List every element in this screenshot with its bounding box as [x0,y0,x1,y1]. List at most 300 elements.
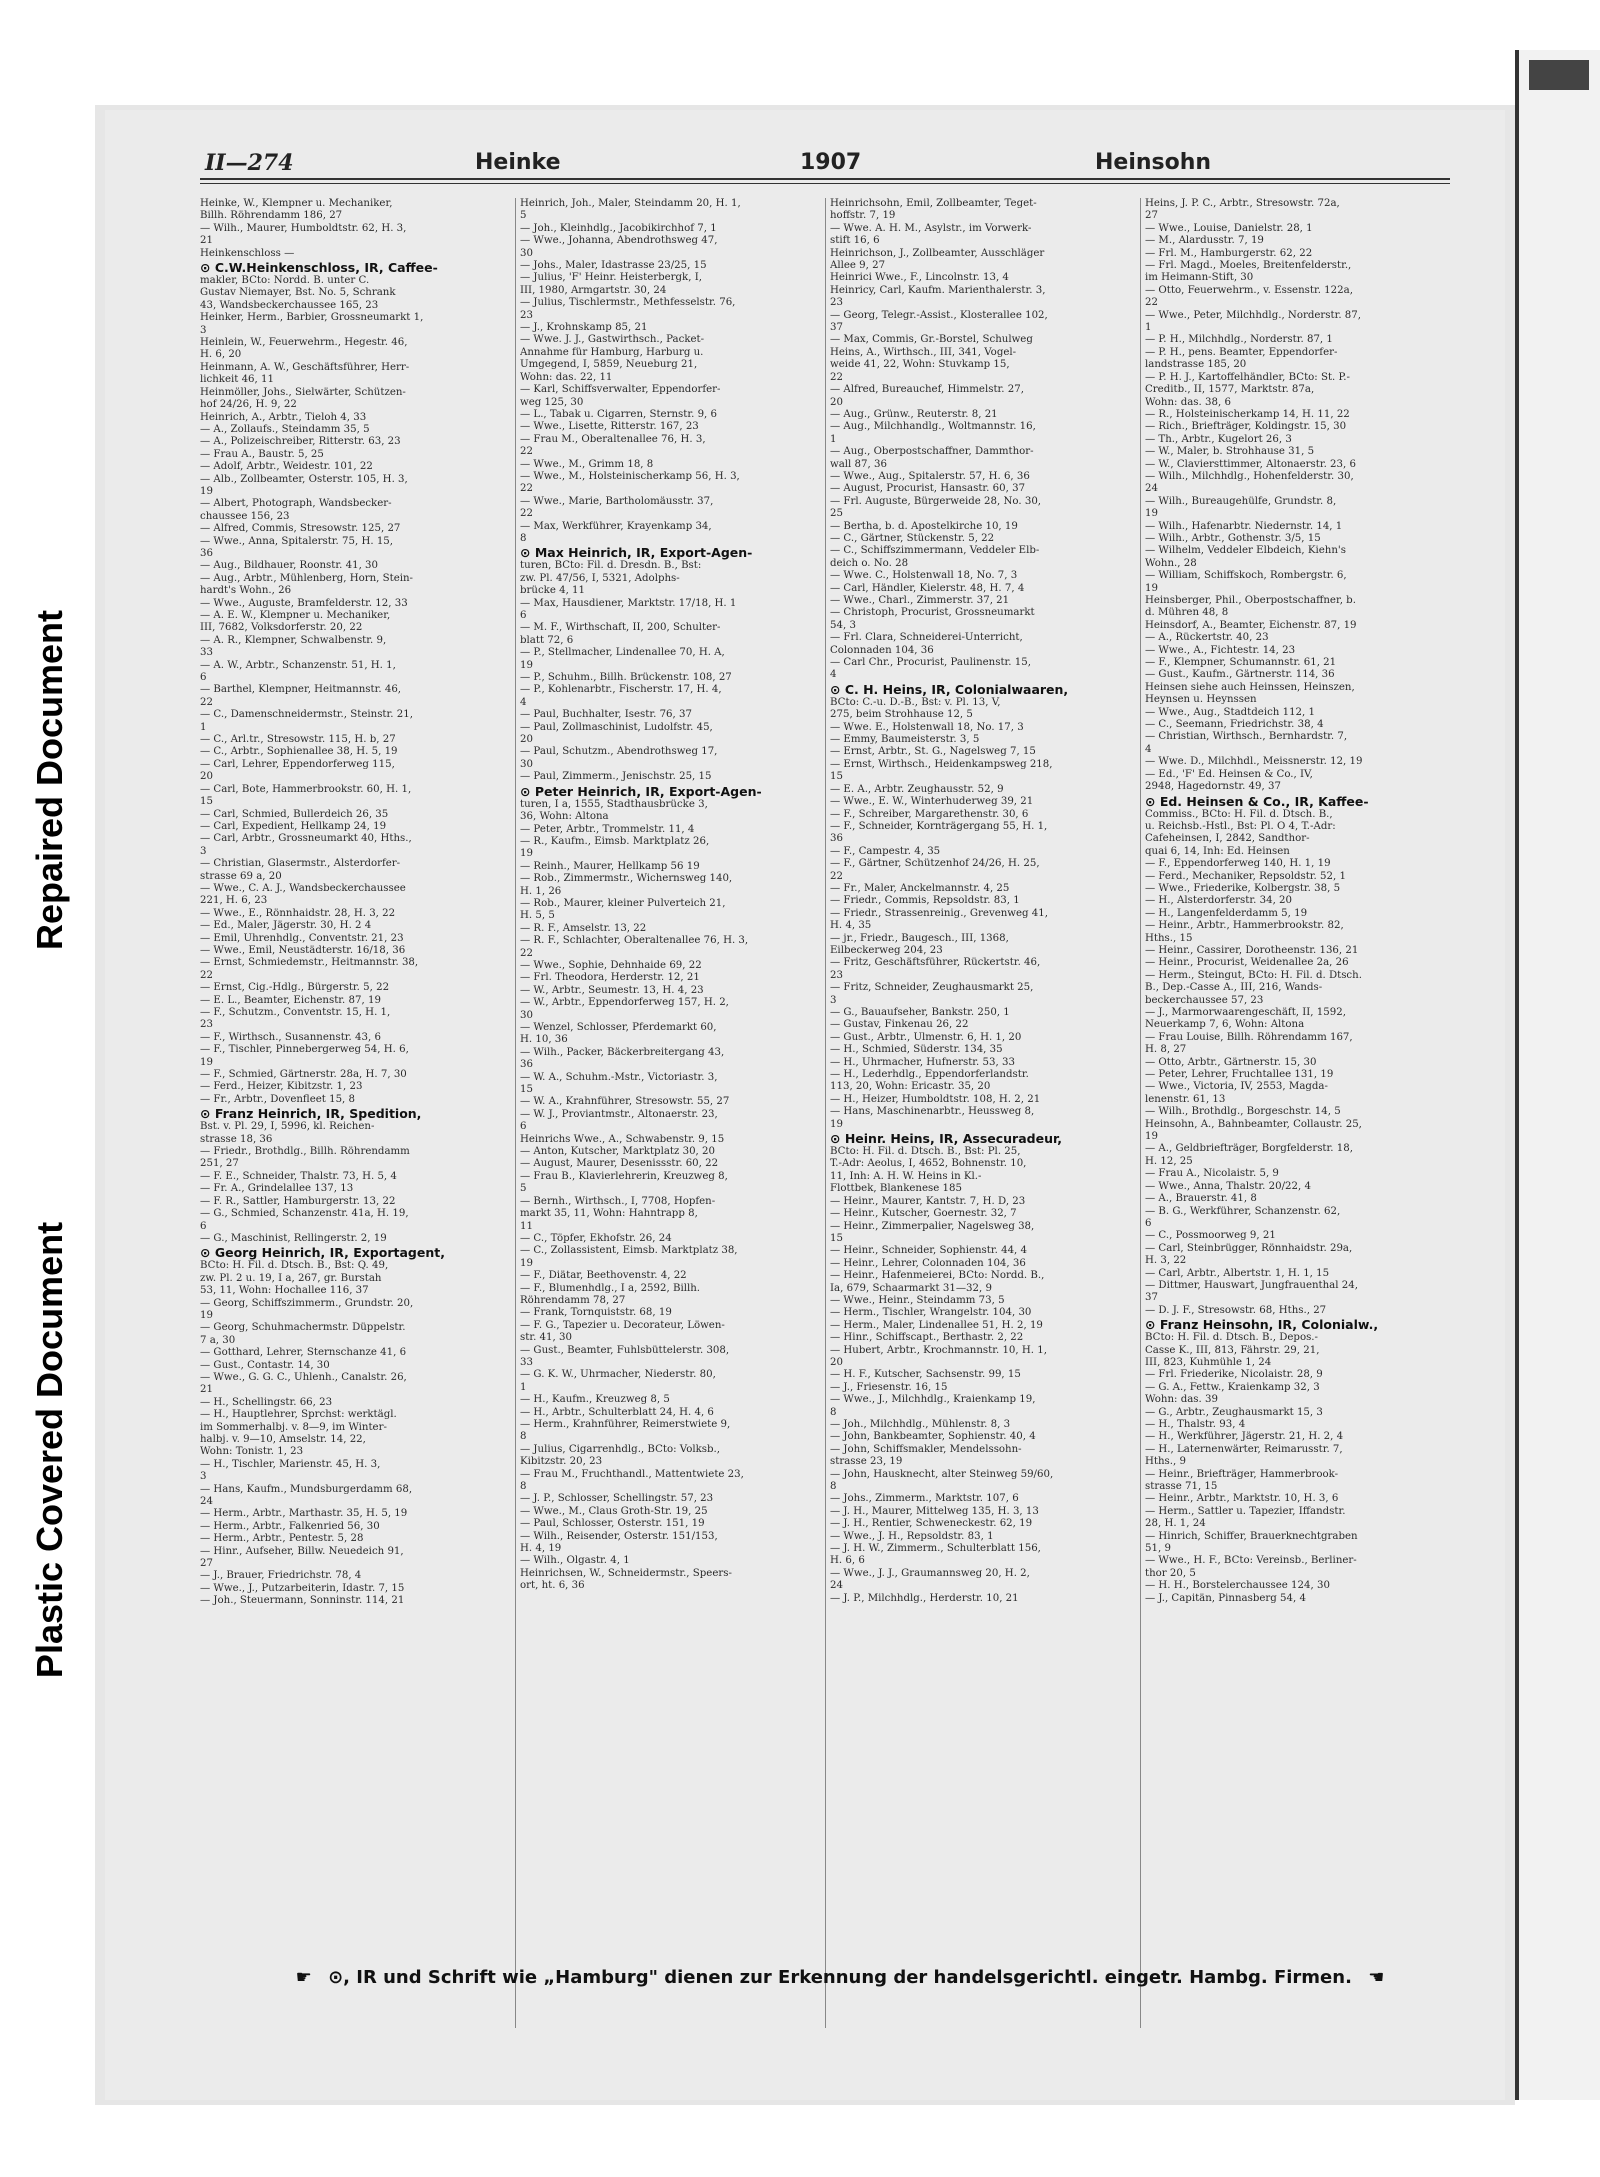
directory-entry: — H. F., Kutscher, Sachsenstr. 99, 15 [830,1369,1021,1381]
directory-entry: 23 [520,309,533,321]
directory-entry: — H., Werkführer, Jägerstr. 21, H. 2, 4 [1145,1431,1344,1443]
directory-entry: — Gotthard, Lehrer, Sternschanze 41, 6 [200,1347,407,1359]
directory-entry: — Wwe., Friederike, Kolbergstr. 38, 5 [1145,882,1341,894]
directory-entry: — H., Hauptlehrer, Sprchst: werktägl. [200,1409,397,1421]
directory-entry: — Friedr., Brothdlg., Billh. Röhrendamm [200,1146,410,1158]
directory-entry: — H., Laternenwärter, Reimarusstr. 7, [1145,1443,1343,1455]
directory-entry: — Fr., Maler, Anckelmannstr. 4, 25 [830,882,1010,894]
directory-entry: 19 [1145,508,1158,520]
directory-entry: — Heinr., Maurer, Kantstr. 7, H. D, 23 [830,1195,1026,1207]
directory-entry: — H., Arbtr., Schulterblatt 24, H. 4, 6 [520,1406,714,1418]
directory-entry: — Herm., Steingut, BCto: H. Fil. d. Dtsch. [1145,969,1362,981]
directory-entry: — Paul, Buchhalter, Isestr. 76, 37 [520,709,692,721]
directory-entry: — Emmy, Baumeisterstr. 3, 5 [830,734,980,746]
directory-entry: Creditb., II, 1577, Marktstr. 87a, [1145,384,1315,396]
directory-entry: — Alfred, Bureauchef, Himmelstr. 27, [830,384,1024,396]
header-year: 1907 [800,150,862,175]
directory-entry: — E. L., Beamter, Eichenstr. 87, 19 [200,994,381,1006]
firm-entry: ⊙ Ed. Heinsen & Co., IR, Kaffee- [1145,793,1369,809]
directory-entry: — Heinr., Kutscher, Goernestr. 32, 7 [830,1208,1017,1220]
directory-entry: 22 [830,371,843,383]
directory-entry: — Wwe., Anna, Spitalerstr. 75, H. 15, [200,535,394,547]
directory-entry: — August, Maurer, Desenissstr. 60, 22 [520,1158,719,1170]
directory-entry: — H., Heizer, Humboldtstr. 108, H. 2, 21 [830,1093,1041,1105]
directory-entry: — W., Maler, b. Strohhause 31, 5 [1145,446,1315,458]
directory-entry: — F., Blumenhdlg., I a, 2592, Billh. [520,1282,701,1294]
directory-entry: — Max, Hausdiener, Marktstr. 17/18, H. 1 [520,597,737,609]
directory-entry: — Frank, Tornquiststr. 68, 19 [520,1307,672,1319]
directory-entry: — Wilh., Reisender, Osterstr. 151/153, [520,1530,718,1542]
firm-entry: ⊙ Franz Heinrich, IR, Spedition, [200,1106,422,1122]
directory-entry: — H., Thalstr. 93, 4 [1145,1419,1246,1430]
directory-entry: — P. H. J., Kartoffelhändler, BCto: St. P.- [1145,371,1350,383]
directory-entry: — C., Töpfer, Ekhofstr. 26, 24 [520,1232,672,1244]
directory-entry: 8 [520,1481,527,1493]
pointing-hand-right-icon: ☚ [1368,1967,1385,1988]
directory-entry: — H., Uhrmacher, Hufnerstr. 53, 33 [830,1056,1015,1068]
firm-entry: ⊙ Peter Heinrich, IR, Export-Agen- [520,783,762,799]
directory-entry: 3 [830,994,837,1006]
directory-entry: — Herm., Krahnführer, Reimerstwiete 9, [520,1419,731,1430]
directory-entry: Heinsdorf, A., Beamter, Eichenstr. 87, 19 [1145,619,1357,631]
directory-entry: 33 [200,647,213,659]
directory-entry: — Christian, Glasermstr., Alsterdorfer- [200,858,401,870]
directory-entry: chaussee 156, 23 [200,510,290,522]
directory-entry: 53, 11, Wohn: Hochallee 116, 37 [200,1285,369,1297]
directory-entry: 22 [520,508,533,520]
directory-entry: — Julius, Cigarrenhdlg., BCto: Volksb., [520,1443,720,1455]
directory-entry: — Aug., Milchhandlg., Woltmannstr. 16, [830,421,1036,433]
directory-entry: — Peter, Lehrer, Fruchtallee 131, 19 [1145,1069,1334,1081]
directory-entry: 19 [520,848,533,860]
directory-entry: im Sommerhalbj. v. 8—9, im Winter- [200,1421,387,1433]
directory-entry: — Wwe. E., Holstenwall 18, No. 17, 3 [830,721,1024,733]
directory-entry: — H., Tischler, Marienstr. 45, H. 3, [200,1458,381,1470]
directory-entry: 1 [1145,322,1152,334]
directory-entry: Wohn: das. 39 [1145,1394,1218,1406]
directory-entry: H. 10, 36 [520,1034,568,1046]
directory-entry: BCto: H. Fil. d. Dtsch. B., Bst: Pl. 25, [830,1146,1021,1158]
directory-column-2 [515,198,825,2028]
directory-entry: — Wwe., Louise, Danielstr. 28, 1 [1145,222,1313,234]
directory-entry: BCto: H. Fil. d. Dtsch. B., Bst: Q. 49, [200,1260,389,1272]
directory-entry: — Ernst, Arbtr., St. G., Nagelsweg 7, 15 [830,746,1036,758]
directory-entry: — Wilh., Olgastr. 4, 1 [520,1555,630,1567]
directory-entry: 4 [1145,743,1152,755]
directory-entry: — Wenzel, Schlosser, Pferdemarkt 60, [520,1022,717,1033]
directory-entry: — F., Schneider, Kornträgergang 55, H. 1, [830,820,1048,832]
directory-entry: 8 [830,1481,837,1493]
pointing-hand-left-icon: ☛ [295,1967,312,1988]
directory-entry: — J. P., Schlosser, Schellingstr. 57, 23 [520,1493,714,1505]
directory-entry: — Wwe., M., Grimm 18, 8 [520,458,654,470]
directory-entry: 27 [1145,210,1158,222]
directory-entry: 6 [520,610,527,621]
directory-entry: Heinkenschloss — [200,247,295,259]
directory-entry: — Wilhelm, Veddeler Elbdeich, Kiehn's [1145,545,1346,557]
directory-entry: 19 [200,1056,213,1068]
directory-entry: 15 [830,1232,843,1244]
directory-entry: — H., Schellingstr. 66, 23 [200,1396,333,1408]
directory-entry: 33 [520,1356,533,1368]
directory-entry: — Heinr., Briefträger, Hammerbrook- [1145,1468,1339,1480]
directory-entry: 221, H. 6, 23 [200,895,268,907]
directory-entry: — F., Wirthsch., Susannenstr. 43, 6 [200,1031,381,1043]
directory-entry: 23 [830,969,843,981]
directory-entry: — Herm., Tischler, Wrangelstr. 104, 30 [830,1307,1032,1319]
directory-entry: zw. Pl. 47/56, I, 5321, Adolphs- [520,572,680,584]
directory-entry: — Wwe., Marie, Bartholomäusstr. 37, [520,495,714,507]
directory-entry: 275, beim Strohhause 12, 5 [830,709,973,721]
directory-entry: zw. Pl. 2 u. 19, I a, 267, gr. Burstah [200,1272,382,1284]
directory-entry: markt 35, 11, Wohn: Hahntrapp 8, [520,1208,698,1220]
directory-entry: — Wwe., J. J., Graumannsweg 20, H. 2, [830,1567,1030,1579]
directory-entry: — Wwe. C., Holstenwall 18, No. 7, 3 [830,570,1018,582]
directory-entry: 1 [200,721,207,733]
directory-entry: — F., Eppendorferweg 140, H. 1, 19 [1145,858,1331,870]
directory-entry: — W., Claviersttimmer, Altonaerstr. 23, 6 [1145,458,1356,470]
directory-entry: — Frl. Theodora, Herderstr. 12, 21 [520,972,700,984]
directory-entry: Heinmöller, Johs., Sielwärter, Schützen- [200,386,406,398]
directory-entry: — G., Maschinist, Rellingerstr. 2, 19 [200,1232,387,1244]
directory-entry: — W., Arbtr., Eppendorferweg 157, H. 2, [520,997,729,1009]
directory-entry: Heins, A., Wirthsch., III, 341, Vogel- [830,346,1017,358]
directory-entry: 37 [1145,1292,1158,1304]
directory-entry: — Wwe., J., Putzarbeiterin, Idastr. 7, 15 [200,1582,405,1594]
directory-entry: — A. E. W., Klempner u. Mechaniker, [200,610,391,621]
directory-entry: — William, Schiffskoch, Rombergstr. 6, [1145,570,1347,582]
directory-entry: Hths., 9 [1145,1456,1186,1468]
directory-entry: — Herm., Maler, Lindenallee 51, H. 2, 19 [830,1319,1043,1331]
directory-entry: — Wwe. J. J., Gastwirthsch., Packet- [520,334,705,346]
directory-entry: 22 [200,696,213,708]
directory-entry: Heinsen siehe auch Heinssen, Heinszen, [1145,681,1355,693]
directory-entry: — H., Alsterdorferstr. 34, 20 [1145,895,1293,907]
directory-entry: 4 [520,696,527,708]
directory-entry: — G., Schmied, Schanzenstr. 41a, H. 19, [200,1208,409,1220]
directory-entry: — Johs., Zimmerm., Marktstr. 107, 6 [830,1493,1019,1505]
directory-entry: — C., Arl.tr., Stresowstr. 115, H. b, 27 [200,734,396,746]
directory-entry: 3 [200,845,207,857]
firm-entry: ⊙ Heinr. Heins, IR, Assecuradeur, [830,1131,1063,1147]
directory-entry: — Gust., Contastr. 14, 30 [200,1359,330,1371]
directory-entry: — Heinr., Procurist, Weidenallee 2a, 26 [1145,957,1349,969]
directory-entry: Colonnaden 104, 36 [830,644,934,656]
directory-entry: Heinsohn, A., Bahnbeamter, Collaustr. 25, [1145,1118,1362,1130]
directory-entry: — H., Schmied, Süderstr. 134, 35 [830,1044,1003,1056]
directory-entry: B., Dep.-Casse A., III, 216, Wands- [1145,982,1323,994]
directory-entry: — Wilh., Brothdlg., Borgeschstr. 14, 5 [1145,1106,1341,1118]
directory-entry: brücke 4, 11 [520,585,586,597]
directory-entry: — R. F., Amselstr. 13, 22 [520,922,647,934]
directory-entry: — Max, Werkführer, Krayenkamp 34, [520,520,712,532]
directory-entry: — Wwe. A. H. M., Asylstr., im Vorwerk- [830,222,1032,234]
directory-entry: — Carl, Bote, Hammerbrookstr. 60, H. 1, [200,783,412,795]
directory-entry: — Christoph, Procurist, Grossneumarkt [830,607,1035,619]
directory-entry: — F., Schutzm., Conventstr. 15, H. 1, [200,1007,391,1018]
directory-entry: 36 [520,1059,533,1071]
directory-entry: — Rich., Briefträger, Koldingstr. 15, 30 [1145,421,1347,433]
directory-entry: — Otto, Arbtr., Gärtnerstr. 15, 30 [1145,1056,1317,1068]
firm-entry: ⊙ C. H. Heins, IR, Colonialwaaren, [830,681,1069,697]
directory-entry: — Wilh., Hafenarbtr. Niedernstr. 14, 1 [1145,520,1343,532]
header-rule [200,178,1450,180]
directory-entry: H. 6, 20 [200,349,242,361]
directory-entry: — Ernst, Wirthsch., Heidenkampsweg 218, [830,758,1053,770]
directory-entry: — Aug., Grünw., Reuterstr. 8, 21 [830,408,998,420]
directory-entry: — Alfred, Commis, Stresowstr. 125, 27 [200,523,401,535]
directory-entry: 2948, Hagedornstr. 49, 37 [1145,781,1281,793]
directory-entry: — D. J. F., Stresowstr. 68, Hths., 27 [1145,1304,1327,1316]
header-rule-thin [200,183,1450,184]
directory-entry: weg 125, 30 [520,396,584,408]
directory-entry: — F., Klempner, Schumannstr. 61, 21 [1145,657,1337,669]
directory-entry: — Wwe., Charl., Zimmerstr. 37, 21 [830,595,1010,606]
directory-entry: 5 [520,1183,527,1195]
directory-entry: — M., Alardusstr. 7, 19 [1145,235,1264,247]
directory-entry: — Hubert, Arbtr., Krochmannstr. 10, H. 1, [830,1344,1047,1356]
firm-entry: ⊙ Max Heinrich, IR, Export-Agen- [520,545,753,561]
directory-entry: deich o. No. 28 [830,557,909,569]
directory-entry: — A., Rückertstr. 40, 23 [1145,632,1269,644]
directory-entry: H. 6, 6 [830,1555,865,1567]
directory-entry: 28, H. 1, 24 [1145,1518,1206,1530]
directory-entry: — Ernst, Schmiedemstr., Heitmannstr. 38, [200,957,419,969]
directory-entry: — Wwe., Lisette, Ritterstr. 167, 23 [520,421,699,433]
directory-entry: 7 a, 30 [200,1334,236,1346]
directory-entry: — W., Arbtr., Seumestr. 13, H. 4, 23 [520,984,704,996]
directory-entry: 30 [520,758,533,770]
directory-entry: — F., Schreiber, Margarethenstr. 30, 6 [830,808,1029,820]
directory-entry: — Wilh., Packer, Bäckerbreitergang 43, [520,1046,725,1058]
directory-entry: — August, Procurist, Hansastr. 60, 37 [830,483,1026,495]
directory-entry: — Karl, Schiffsverwalter, Eppendorfer- [520,384,721,396]
directory-entry: H. 4, 19 [520,1543,562,1555]
directory-entry: — Rob., Zimmermstr., Wichernsweg 140, [520,873,733,885]
plastic-covered-label [20,1170,80,1730]
directory-entry: 19 [200,485,213,497]
directory-entry: lichkeit 46, 11 [200,374,274,386]
directory-entry: 11, Inh: A. H. W. Heins in Kl.- [830,1170,982,1182]
directory-entry: Heinrici Wwe., F., Lincolnstr. 13, 4 [830,272,1009,284]
directory-entry: 23 [200,1019,213,1031]
directory-column-3 [825,198,1140,2028]
directory-entry: — F. R., Sattler, Hamburgerstr. 13, 22 [200,1195,396,1207]
plastic-covered-text: Plastic Covered Document [29,1221,71,1679]
directory-entry: — Max, Commis, Gr.-Borstel, Schulweg [830,334,1033,346]
directory-entry: — Heinr., Cassirer, Dorotheenstr. 136, 21 [1145,944,1359,956]
directory-entry: — Georg, Schiffszimmerm., Grundstr. 20, [200,1297,414,1309]
directory-entry: — Gust., Arbtr., Ulmenstr. 6, H. 1, 20 [830,1031,1022,1043]
directory-entry: — Herm., Arbtr., Pentestr. 5, 28 [200,1533,364,1545]
directory-entry: — C., Possmoorweg 9, 21 [1145,1230,1276,1242]
directory-entry: Cafeheinsen, I, 2842, Sandthor- [1145,833,1310,845]
directory-entry: — C., Zollassistent, Eimsb. Marktplatz 38, [520,1245,738,1257]
directory-entry: — A., Brauerstr. 41, 8 [1145,1193,1257,1205]
directory-entry: — Frau M., Oberaltenallee 76, H. 3, [520,433,706,445]
directory-entry: lenenstr. 61, 13 [1145,1093,1226,1105]
directory-column-1 [200,198,510,2028]
directory-entry: — Wilh., Milchhdlg., Hohenfelderstr. 30, [1145,470,1354,482]
directory-entry: wall 87, 36 [830,458,887,470]
directory-entry: — Hinrich, Schiffer, Brauerknechtgraben [1145,1530,1358,1542]
directory-entry: — Ed., Maler, Jägerstr. 30, H. 2 4 [200,920,372,932]
header-left-word: Heinke [475,150,561,175]
directory-entry: — A., Polizeischreiber, Ritterstr. 63, 23 [200,436,401,448]
directory-entry: — Wwe., J. H., Repsoldstr. 83, 1 [830,1530,994,1542]
directory-entry: 5 [520,210,527,222]
directory-entry: — Wwe., J., Milchhdlg., Kraienkamp 19, [830,1394,1036,1406]
directory-entry: Heins, J. P. C., Arbtr., Stresowstr. 72a, [1145,198,1340,209]
directory-entry: — Joh., Kleinhdlg., Jacobikirchhof 7, 1 [520,222,717,234]
directory-entry: — Wwe., Aug., Spitalerstr. 57, H. 6, 36 [830,470,1030,482]
directory-entry: — P., Schuhm., Billh. Brückenstr. 108, 27 [520,672,732,684]
directory-entry: — G., Arbtr., Zeughausmarkt 15, 3 [1145,1406,1323,1418]
directory-entry: Wohn: das. 22, 11 [520,371,613,383]
directory-entry: Röhrendamm 78, 27 [520,1294,626,1306]
directory-entry: — R. F., Schlachter, Oberaltenallee 76, H. 3, [520,935,749,947]
directory-entry: Heinmann, A. W., Geschäftsführer, Herr- [200,361,410,373]
directory-entry: strasse 18, 36 [200,1133,273,1145]
directory-entry: — Herm., Sattler u. Tapezier, Iffandstr. [1145,1505,1346,1517]
directory-entry: 43, Wandsbeckerchaussee 165, 23 [200,299,379,311]
directory-entry: Heinke, W., Klempner u. Mechaniker, [200,198,393,209]
page-footer [225,1967,1455,1988]
directory-entry: strasse 23, 19 [830,1456,903,1468]
directory-entry: 8 [830,1406,837,1418]
directory-entry: — P. H., Milchhdlg., Norderstr. 87, 1 [1145,334,1333,346]
directory-entry: — Bertha, b. d. Apostelkirche 10, 19 [830,520,1018,532]
directory-entry: — Christian, Wirthsch., Bernhardstr. 7, [1145,731,1348,743]
directory-entry: — Wwe., Emil, Neustädterstr. 16/18, 36 [200,944,406,956]
directory-entry: — J., Friesenstr. 16, 15 [830,1381,948,1393]
directory-entry: Heinrichson, J., Zollbeamter, Ausschläger [830,247,1045,259]
directory-entry: 6 [200,1220,207,1232]
directory-entry: 25 [830,508,843,520]
directory-entry: — Wwe. D., Milchhdl., Meissnerstr. 12, 19 [1145,756,1363,768]
directory-entry: — Heinr., Zimmerpalier, Nagelsweg 38, [830,1220,1035,1232]
directory-entry: — C., Schiffszimmermann, Veddeler Elb- [830,545,1040,557]
directory-entry: 1 [520,1381,527,1393]
directory-entry: 19 [1145,582,1158,594]
directory-entry: — B. G., Werkführer, Schanzenstr. 62, [1145,1205,1341,1217]
directory-entry: Hths., 15 [1145,932,1193,944]
directory-entry: III, 7682, Volksdorferstr. 20, 22 [200,622,363,634]
directory-entry: — Wwe., Johanna, Abendrothsweg 47, [520,235,718,247]
directory-entry: — A., Zollaufs., Steindamm 35, 5 [200,423,370,435]
directory-entry: 8 [520,532,527,544]
directory-entry: 54, 3 [830,619,856,631]
directory-entry: — Fritz, Geschäftsführer, Rückertstr. 46, [830,957,1041,969]
directory-entry: — Heinr., Arbtr., Marktstr. 10, H. 3, 6 [1145,1493,1339,1505]
directory-entry: — John, Hausknecht, alter Steinweg 59/60, [830,1468,1054,1480]
directory-entry: Commiss., BCto: H. Fil. d. Dtsch. B., [1145,808,1333,820]
directory-entry: — F., Campestr. 4, 35 [830,845,941,857]
directory-entry: — Friedr., Strassenreinig., Grevenweg 41, [830,907,1049,919]
directory-entry: makler, BCto: Nordd. B. unter C. [200,275,370,287]
directory-entry: — J. H., Rentier, Schweneckestr. 62, 19 [830,1518,1033,1530]
directory-entry: — Wwe., Victoria, IV, 2553, Magda- [1145,1081,1328,1093]
directory-entry: — Aug., Oberpostschaffner, Dammthor- [830,446,1034,458]
directory-entry: 24 [1145,483,1158,495]
directory-entry: H. 3, 22 [1145,1255,1187,1267]
directory-entry: turen, I a, 1555, Stadthausbrücke 3, [520,798,708,810]
directory-entry: — Wilh., Arbtr., Gothenstr. 3/5, 15 [1145,532,1321,544]
directory-entry: blatt 72, 6 [520,634,574,646]
directory-entry: — Carl, Arbtr., Grossneumarkt 40, Hths., [200,833,412,845]
directory-entry: strasse 71, 15 [1145,1481,1218,1493]
directory-entry: Heinrich, Joh., Maler, Steindamm 20, H. 1, [520,198,741,209]
directory-entry: — Gustav, Finkenau 26, 22 [830,1019,969,1031]
directory-columns [200,198,1450,2028]
directory-entry: — Heinr., Lehrer, Colonnaden 104, 36 [830,1257,1026,1269]
directory-entry: — Frl. Friederike, Nicolaistr. 28, 9 [1145,1369,1323,1381]
directory-entry: — F., Tischler, Pinnebergerweg 54, H. 6, [200,1044,409,1056]
directory-entry: — Th., Arbtr., Kugelort 26, 3 [1145,433,1292,445]
directory-entry: III, 823, Kuhmühle 1, 24 [1145,1356,1272,1368]
directory-entry: — Wwe., M., Claus Groth-Str. 19, 25 [520,1505,708,1517]
directory-entry: 24 [200,1496,213,1508]
directory-entry: — Heinr., Schneider, Sophienstr. 44, 4 [830,1245,1028,1257]
directory-entry: — Barthel, Klempner, Heitmannstr. 46, [200,684,402,696]
directory-entry: — Carl, Schmied, Bullerdeich 26, 35 [200,808,389,820]
directory-entry: — Wilh., Bureaugehülfe, Grundstr. 8, [1145,495,1337,507]
directory-entry: — F. E., Schneider, Thalstr. 73, H. 5, 4 [200,1170,397,1182]
directory-entry: — Dittmer, Hauswart, Jungfrauenthal 24, [1145,1279,1358,1291]
directory-entry: — R., Kaufm., Eimsb. Marktplatz 26, [520,835,710,847]
directory-entry: — F., Schmied, Gärtnerstr. 28a, H. 7, 30 [200,1069,407,1081]
directory-entry: 19 [520,659,533,671]
directory-entry: — Joh., Milchhdlg., Mühlenstr. 8, 3 [830,1419,1011,1430]
directory-entry: — Herm., Arbtr., Falkenried 56, 30 [200,1520,380,1532]
directory-entry: — A. W., Arbtr., Schanzenstr. 51, H. 1, [200,659,396,671]
directory-entry: H. 8, 27 [1145,1044,1187,1056]
directory-entry: stift 16, 6 [830,235,880,247]
directory-entry: — J. H. W., Zimmerm., Schulterblatt 156, [830,1543,1041,1555]
directory-entry: 24 [830,1580,843,1592]
directory-entry: — John, Bankbeamter, Sophienstr. 40, 4 [830,1431,1036,1443]
directory-entry: — Ferd., Mechaniker, Repsoldstr. 52, 1 [1145,870,1346,882]
directory-entry: — Paul, Zimmerm., Jenischstr. 25, 15 [520,771,712,783]
directory-entry: — Hans, Kaufm., Mundsburgerdamm 68, [200,1483,413,1495]
directory-entry: — Wwe., Sophie, Dehnhaide 69, 22 [520,959,702,971]
directory-entry: 21 [200,1384,213,1396]
directory-entry: — Carl, Arbtr., Albertstr. 1, H. 1, 15 [1145,1267,1330,1279]
directory-entry: 22 [520,483,533,495]
directory-entry: — Wwe., Anna, Thalstr. 20/22, 4 [1145,1180,1311,1192]
directory-entry: 20 [830,396,843,408]
directory-entry: — Frl. M., Hamburgerstr. 62, 22 [1145,247,1313,259]
directory-entry: H. 12, 25 [1145,1155,1193,1167]
directory-entry: — W. A., Schuhm.-Mstr., Victoriastr. 3, [520,1071,718,1083]
directory-entry: — J., Capitän, Pinnasberg 54, 4 [1145,1592,1306,1604]
directory-entry: weide 41, 22, Wohn: Stuvkamp 15, [830,359,1010,371]
directory-entry: — P., Kohlenarbtr., Fischerstr. 17, H. 4, [520,684,722,696]
directory-entry: — H. H., Borstelerchaussee 124, 30 [1145,1580,1330,1592]
directory-entry: — Hans, Maschinenarbtr., Heussweg 8, [830,1106,1035,1118]
directory-entry: Flottbek, Blankenese 185 [830,1183,962,1195]
directory-entry: — Gust., Kaufm., Gärtnerstr. 114, 36 [1145,669,1335,681]
directory-entry: — John, Schiffsmakler, Mendelssohn- [830,1443,1022,1455]
directory-entry: 6 [520,1121,527,1133]
directory-entry: — Wwe., M., Holsteinischerkamp 56, H. 3, [520,470,740,482]
directory-entry: — W. A., Krahnführer, Stresowstr. 55, 27 [520,1096,730,1108]
directory-entry: — A. R., Klempner, Schwalbenstr. 9, [200,634,387,646]
directory-entry: 19 [1145,1131,1158,1143]
directory-entry: 15 [520,1084,533,1096]
directory-entry: 113, 20, Wohn: Ericastr. 35, 20 [830,1081,991,1093]
directory-entry: — H., Langenfelderdamm 5, 19 [1145,907,1308,919]
